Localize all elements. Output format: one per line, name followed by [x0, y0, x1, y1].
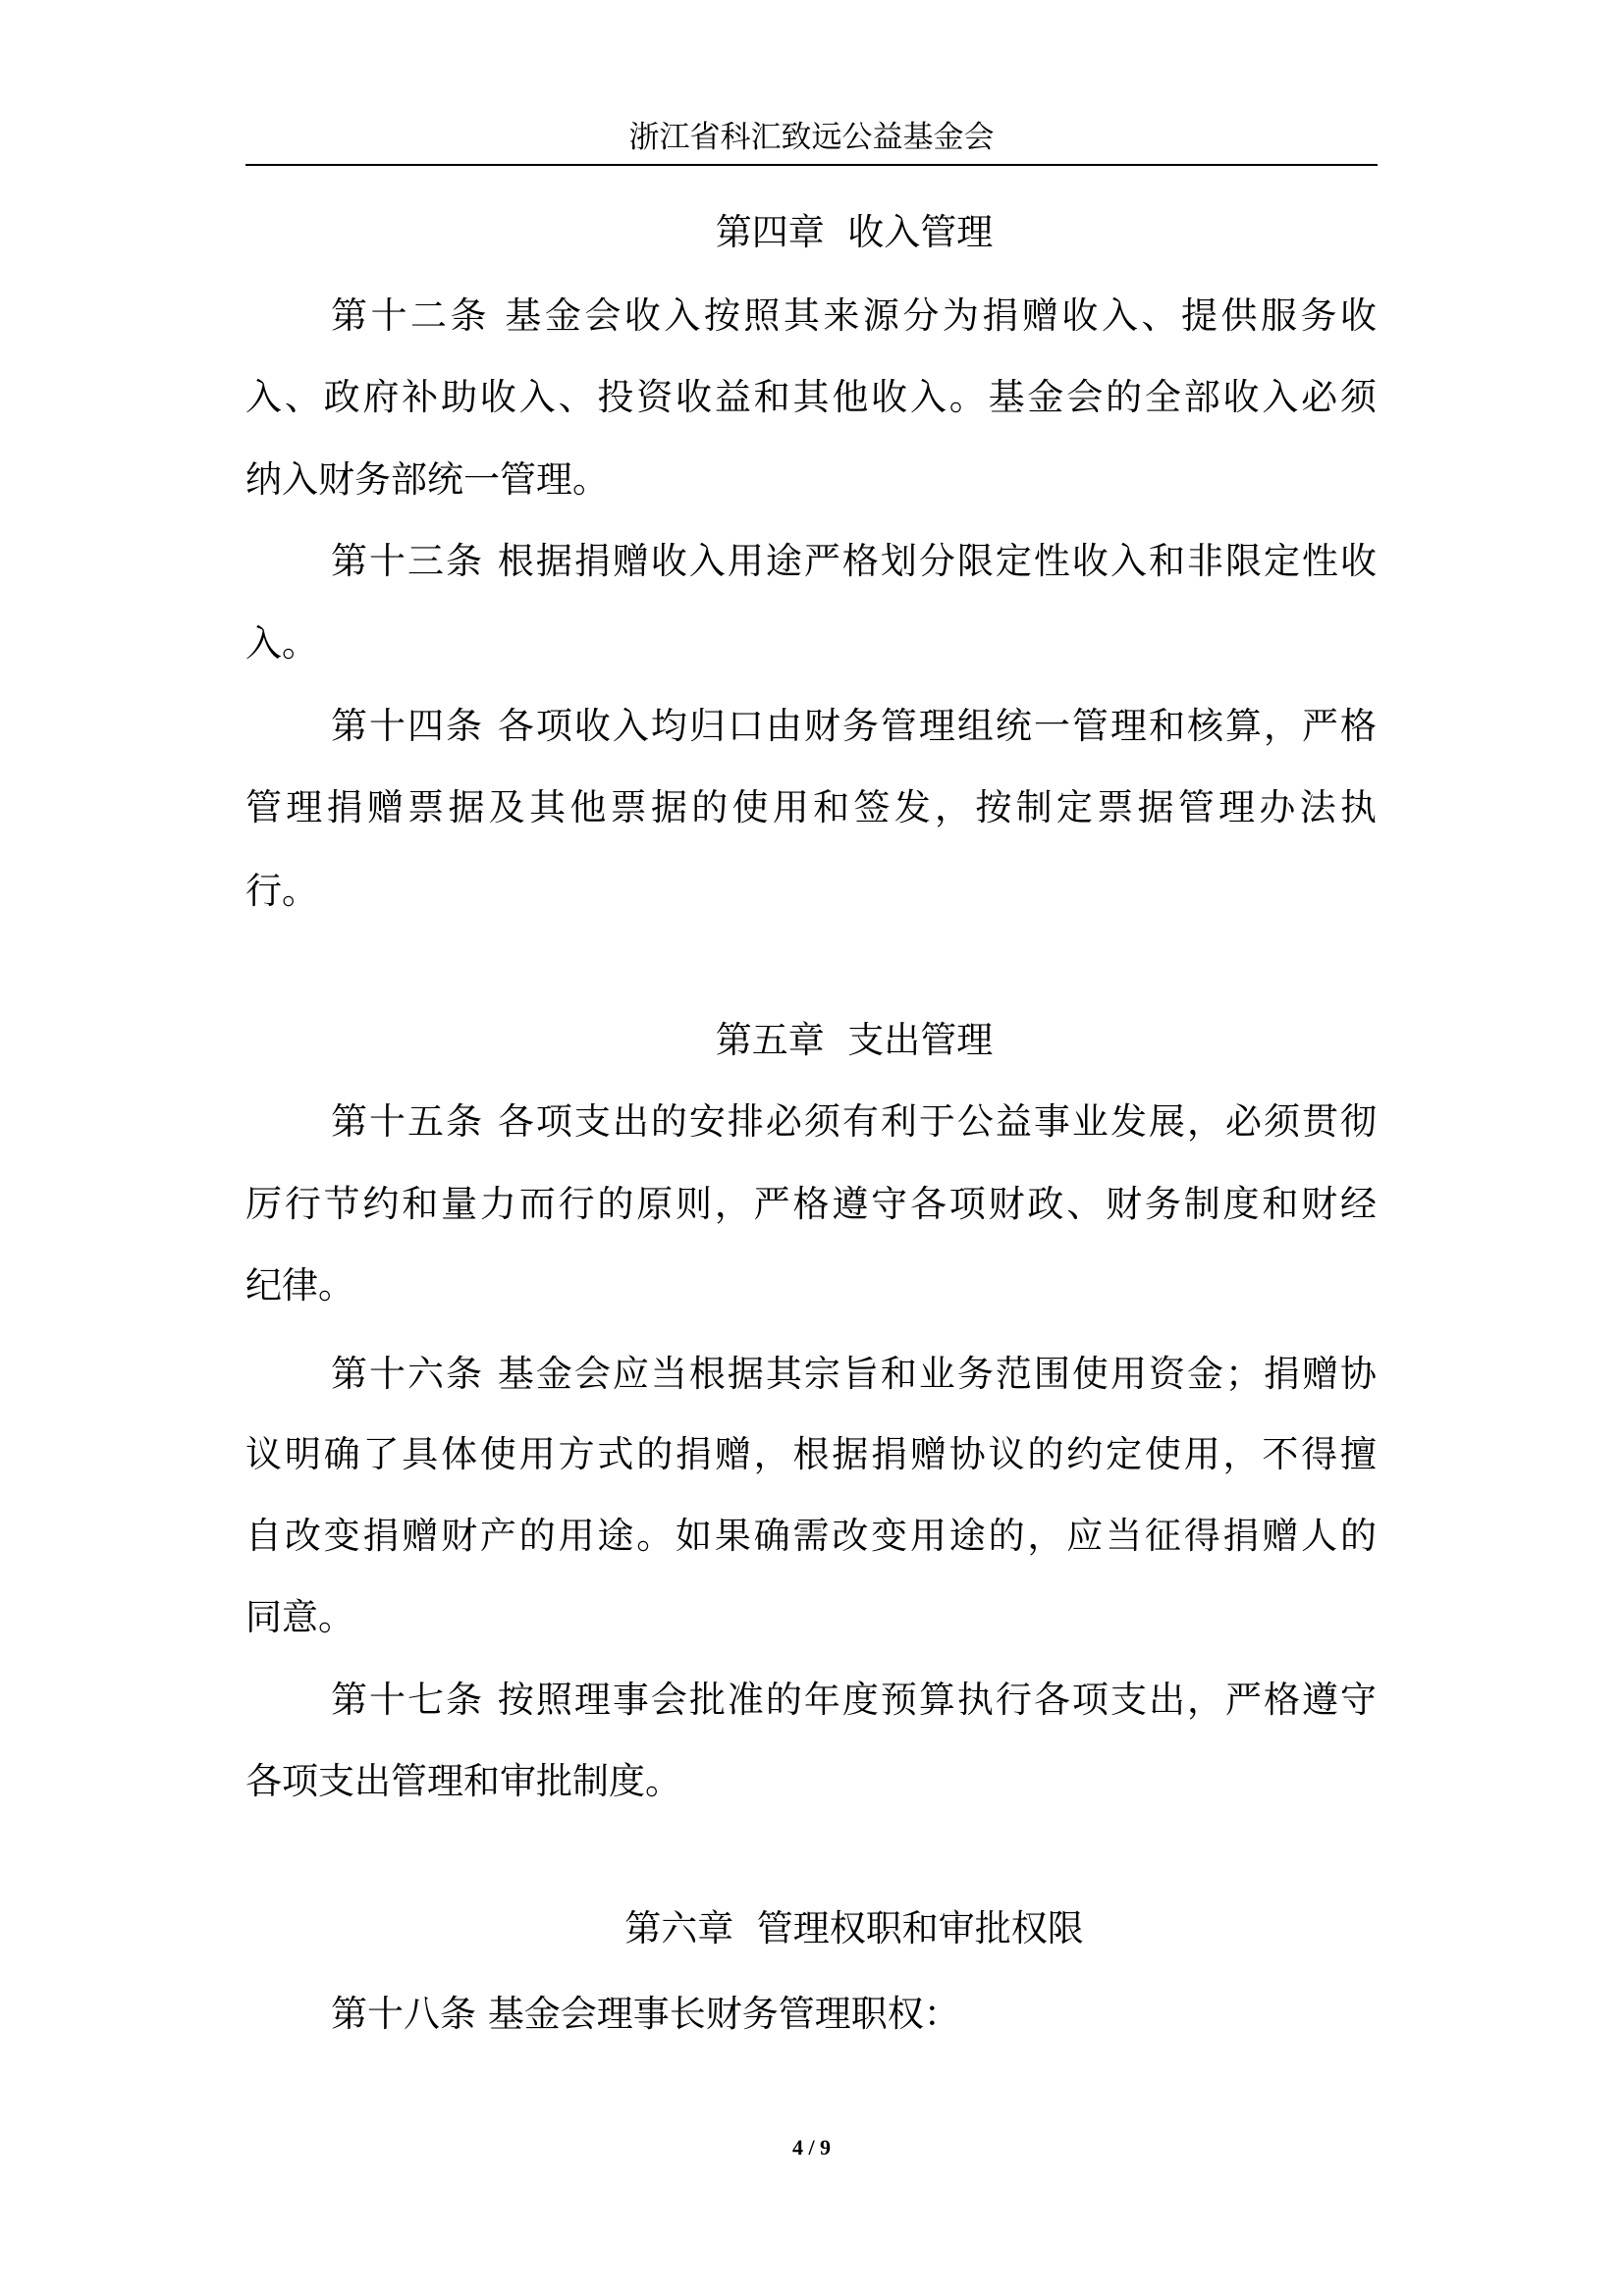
page-number: 4 / 9 — [791, 2135, 832, 2160]
paragraph-line: 行。 — [245, 870, 318, 912]
running-header-title: 浙江省科汇致远公益基金会 — [628, 120, 995, 155]
header-divider — [245, 164, 1378, 166]
paragraph-line: 第十六条 基金会应当根据其宗旨和业务范围使用资金；捐赠协 — [331, 1353, 1377, 1395]
paragraph-line: 入。 — [245, 622, 318, 665]
paragraph-line: 第十七条 按照理事会批准的年度预算执行各项支出，严格遵守 — [331, 1679, 1377, 1721]
paragraph-line: 第十八条 基金会理事长财务管理职权： — [331, 1993, 960, 2035]
paragraph-line: 入、政府补助收入、投资收益和其他收入。基金会的全部收入必须 — [245, 376, 1377, 418]
chapter-title: 第四章 收入管理 — [715, 211, 994, 253]
chapter-title: 第六章 管理权职和审批权限 — [624, 1907, 1084, 1949]
paragraph-line: 纳入财务部统一管理。 — [245, 458, 609, 501]
paragraph-line: 第十二条 基金会收入按照其来源分为捐赠收入、提供服务收 — [331, 294, 1377, 337]
paragraph-line: 各项支出管理和审批制度。 — [245, 1760, 681, 1802]
paragraph-line: 自改变捐赠财产的用途。如果确需改变用途的，应当征得捐赠人的 — [245, 1515, 1377, 1557]
paragraph-line: 议明确了具体使用方式的捐赠，根据捐赠协议的约定使用，不得擅 — [245, 1433, 1377, 1475]
paragraph-line: 第十三条 根据捐赠收入用途严格划分限定性收入和非限定性收 — [331, 540, 1377, 582]
paragraph-line: 管理捐赠票据及其他票据的使用和签发，按制定票据管理办法执 — [245, 786, 1377, 828]
paragraph-line: 纪律。 — [245, 1264, 354, 1307]
paragraph-line: 厉行节约和量力而行的原则，严格遵守各项财政、财务制度和财经 — [245, 1183, 1377, 1225]
paragraph-line: 第十五条 各项支出的安排必须有利于公益事业发展，必须贯彻 — [331, 1100, 1377, 1143]
paragraph-line: 第十四条 各项收入均归口由财务管理组统一管理和核算，严格 — [331, 705, 1377, 747]
chapter-title: 第五章 支出管理 — [715, 1019, 994, 1061]
paragraph-line: 同意。 — [245, 1596, 354, 1638]
